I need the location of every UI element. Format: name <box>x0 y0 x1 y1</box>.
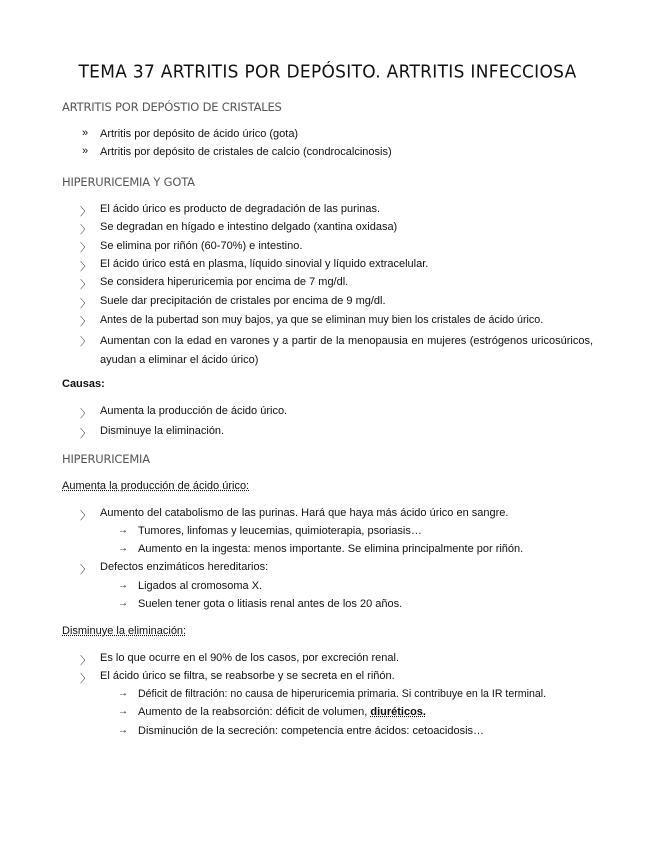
list-item: Es lo que ocurre en el 90% de los casos, por excreción renal. <box>100 652 399 664</box>
list-item: El ácido úrico es producto de degradación de las purinas. <box>100 203 381 215</box>
list-item: Artritis por depósito de ácido úrico (gota) <box>100 128 299 140</box>
bullet-icon: 〉 <box>80 564 91 576</box>
bullet-icon: 〉 <box>80 428 91 440</box>
list-item: Antes de la pubertad son muy bajos, ya que se eliminan muy bien los cristales de ácido úrico. <box>100 314 544 326</box>
sub-list-item: Ligados al cromosoma X. <box>138 580 263 592</box>
list-item: El ácido úrico está en plasma, líquido sinovial y líquido extracelular. <box>100 258 429 270</box>
bullet-icon: 〉 <box>80 510 91 522</box>
arrow-icon: → <box>118 543 128 554</box>
list-item: Disminuye la eliminación. <box>100 425 225 437</box>
sub-list-item: Déficit de filtración: no causa de hiperuricemia primaria. Si contribuye en la IR terminal. <box>138 688 547 700</box>
list-item: El ácido úrico se filtra, se reabsorbe y se secreta en el riñón. <box>100 670 395 682</box>
list-item: Aumento del catabolismo de las purinas. Hará que haya más ácido úrico en sangre. <box>100 507 509 519</box>
sub-list-item: Tumores, linfomas y leucemias, quimioterapia, psoriasis… <box>138 525 422 537</box>
arrow-icon: → <box>118 525 128 536</box>
arrow-icon: → <box>118 706 128 717</box>
aumenta-label: Aumenta la producción de ácido úrico: <box>62 480 250 492</box>
arrow-icon: → <box>118 725 128 736</box>
bullet-icon: 〉 <box>80 316 91 328</box>
diureticos-emphasis: diuréticos. <box>370 706 426 718</box>
bullet-icon: 〉 <box>80 298 91 310</box>
list-item: Suele dar precipitación de cristales por encima de 9 mg/dl. <box>100 295 386 307</box>
bullet-icon: 〉 <box>80 655 91 667</box>
arrow-icon: → <box>118 688 128 699</box>
bullet-icon: » <box>82 145 89 157</box>
section-heading-cristales: ARTRITIS POR DEPÓSTIO DE CRISTALES <box>62 100 282 114</box>
bullet-icon: 〉 <box>80 408 91 420</box>
section-heading-hiperuricemia: HIPERURICEMIA <box>62 452 150 466</box>
page-title: TEMA 37 ARTRITIS POR DEPÓSITO. ARTRITIS INFECCIOSA <box>78 61 577 83</box>
bullet-icon: 〉 <box>80 279 91 291</box>
sub-list-item: Suelen tener gota o litiasis renal antes de los 20 años. <box>138 598 403 610</box>
sub-list-item: Aumento en la ingesta: menos importante. Se elimina principalmente por riñón. <box>138 543 524 555</box>
list-item: Se considera hiperuricemia por encima de 7 mg/dl. <box>100 276 349 288</box>
list-item: Aumentan con la edad en varones y a partir de la menopausia en mujeres (estrógenos uricosúricos, ayudan a eliminar el ácido úrico) <box>100 335 593 366</box>
list-item: Aumenta la producción de ácido úrico. <box>100 405 288 417</box>
disminuye-label: Disminuye la eliminación: <box>62 625 187 637</box>
arrow-icon: → <box>118 598 128 609</box>
list-item: Se degradan en hígado e intestino delgado (xantina oxidasa) <box>100 221 398 233</box>
section-heading-hiperuricemia-gota: HIPERURICEMIA Y GOTA <box>62 175 195 189</box>
bullet-icon: 〉 <box>80 673 91 685</box>
arrow-icon: → <box>118 580 128 591</box>
sub-list-item <box>138 705 426 719</box>
causas-label: Causas: <box>62 378 105 390</box>
list-item: Artritis por depósito de cristales de calcio (condrocalcinosis) <box>100 146 392 158</box>
list-item: Defectos enzimáticos hereditarios: <box>100 561 269 573</box>
bullet-icon: 〉 <box>80 242 91 254</box>
sub-list-item: Disminución de la secreción: competencia entre ácidos: cetoacidosis… <box>138 725 485 737</box>
bullet-icon: 〉 <box>80 206 91 218</box>
list-item: Se elimina por riñón (60-70%) e intestino. <box>100 240 303 252</box>
bullet-icon: 〉 <box>80 336 91 348</box>
bullet-icon: 〉 <box>80 224 91 236</box>
sub-list-item-text: Aumento de la reabsorción: déficit de volumen, <box>138 706 371 718</box>
bullet-icon: » <box>82 127 89 139</box>
bullet-icon: 〉 <box>80 261 91 273</box>
